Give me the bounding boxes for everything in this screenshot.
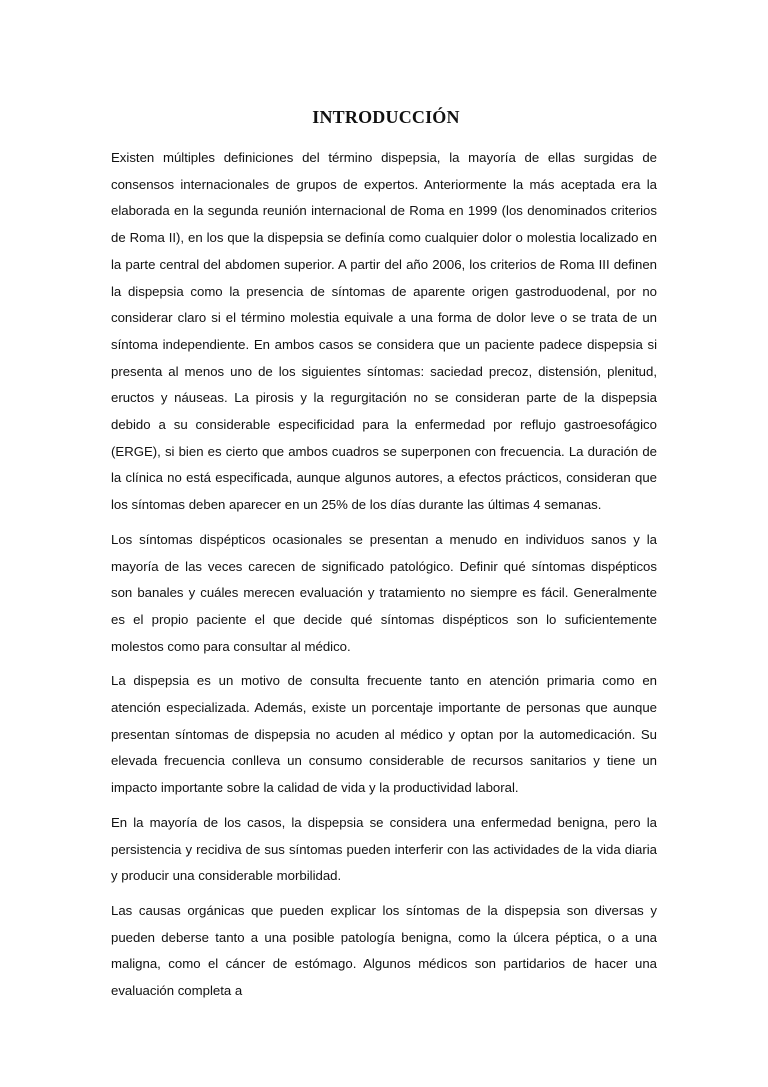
paragraph-consultation-frequency: La dispepsia es un motivo de consulta frecuente tanto en atención primaria como en atención especializada. Además, existe un porcentaje importante de personas que aunque presentan síntomas de dispepsia no acuden al médico y optan por la automedicación. Su elevada frecuencia conlleva un consumo considerable de recursos sanitarios y tiene un impacto importante sobre la calidad de vida y la productividad laboral. (111, 673, 657, 796)
paragraph-definitions: Existen múltiples definiciones del término dispepsia, la mayoría de ellas surgidas de consensos internacionales de grupos de expertos. Anteriormente la más aceptada era la elaborada en la segunda reunión internacional de Roma en 1999 (los denominados criterios de Roma II), en los que la dispepsia se definía como cualquier dolor o molestia localizado en la parte central del abdomen superior. A partir del año 2006, los criterios de Roma III definen la dispepsia como la presencia de síntomas de aparente origen gastroduodenal, por no considerar claro si el término molestia equivale a una forma de dolor leve o se trata de un síntoma independiente. En ambos casos se considera que un paciente padece dispepsia si presenta al menos uno de los siguientes síntomas: saciedad precoz, distensión, plenitud, eructos y náuseas. La pirosis y la regurgitación no se consideran parte de la dispepsia debido a su considerable especificidad para la enfermedad por reflujo gastroesofágico (ERGE), si bien es cierto que ambos cuadros se superponen con frecuencia. La duración de la clínica no está especificada, aunque algunos autores, a efectos prácticos, consideran que los síntomas deben aparecer en un 25% de los días durante las últimas 4 semanas. (111, 150, 657, 513)
page-title: INTRODUCCIÓN (312, 107, 460, 127)
document-body (111, 145, 657, 1013)
paragraph-organic-causes: Las causas orgánicas que pueden explicar los síntomas de la dispepsia son diversas y pueden deberse tanto a una posible patología benigna, como la úlcera péptica, o a una maligna, como el cáncer de estómago. Algunos médicos son partidarios de hacer una evaluación completa a (111, 902, 657, 999)
paragraph-occasional-symptoms: Los síntomas dispépticos ocasionales se presentan a menudo en individuos sanos y la mayoría de las veces carecen de significado patológico. Definir qué síntomas dispépticos son banales y cuáles merecen evaluación y tratamiento no siempre es fácil. Generalmente es el propio paciente el que decide qué síntomas dispépticos son lo suficientemente molestos como para consultar al médico. (111, 531, 657, 654)
paragraph-benign-disease: En la mayoría de los casos, la dispepsia se considera una enfermedad benigna, pero la persistencia y recidiva de sus síntomas pueden interferir con las actividades de la vida diaria y producir una considerable morbilidad. (111, 814, 657, 884)
